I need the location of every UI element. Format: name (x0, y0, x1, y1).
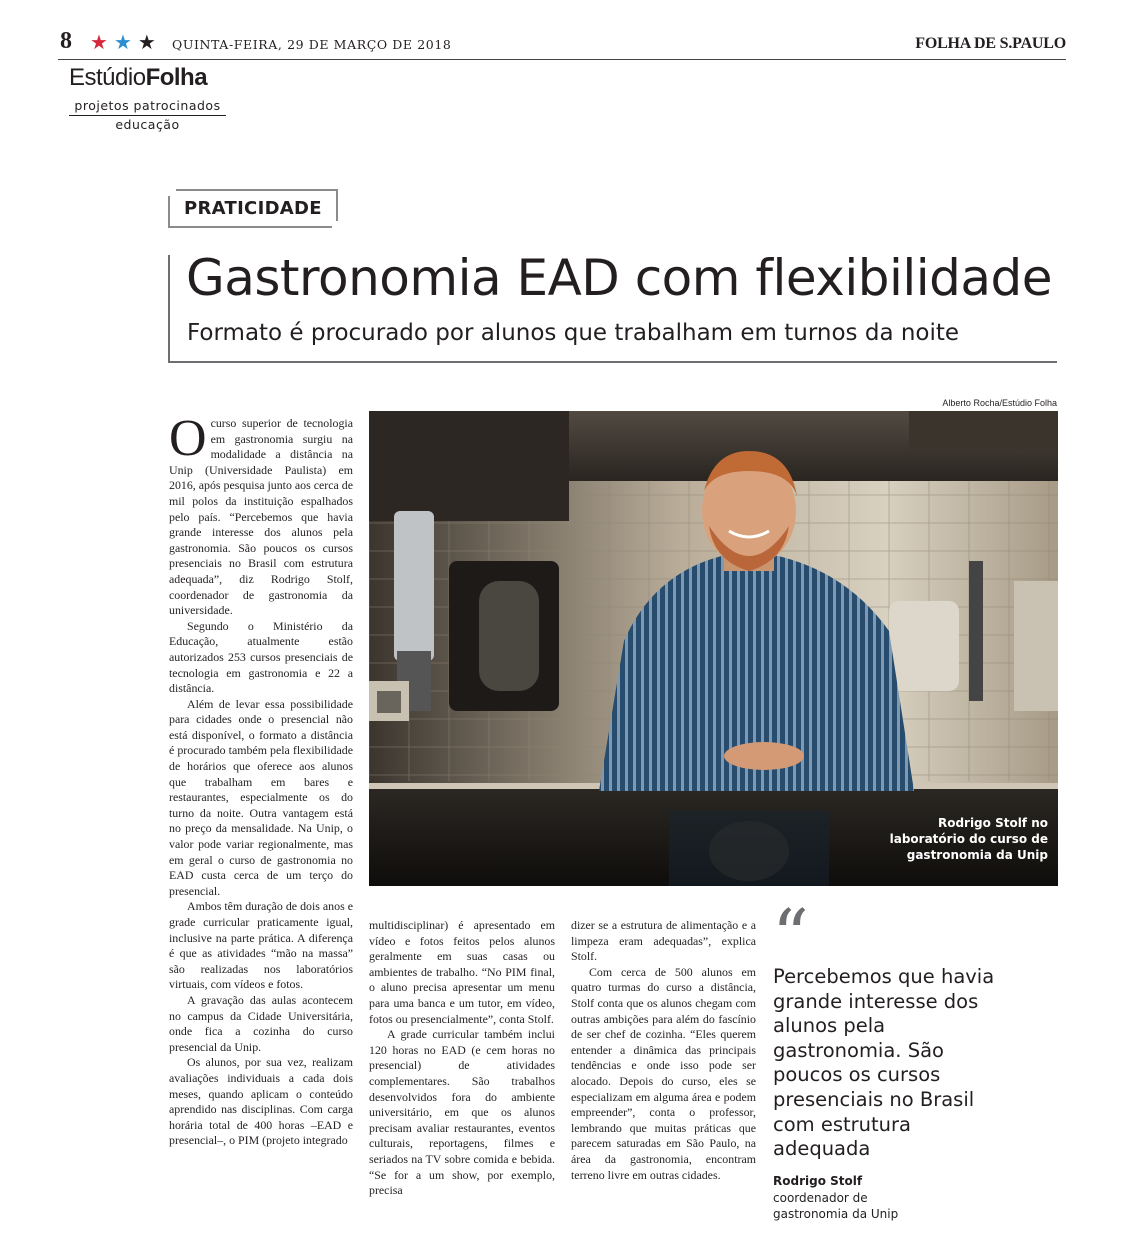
brand-name-light: Estúdio (69, 64, 146, 91)
brand-subtitle: projetos patrocinados (74, 98, 221, 113)
paragraph-text: curso superior de tecnologia em gastronomia surgiu na modalidade a distância na Unip (Universidade Paulista) em 2016, após pesquisa junto aos cerca de mil polos da instituição espalhados pelo país. “Percebemos que havia grande interesse dos alunos pela gastronomia. São poucos os cursos presenciais no Brasil com estrutura adequada”, diz Rodrigo Stolf, coordenador de gastronomia da universidade. (169, 416, 353, 618)
subheadline: Formato é procurado por alunos que trabalham em turnos da noite (187, 320, 960, 346)
header-rule (58, 59, 1066, 60)
paragraph (169, 410, 353, 619)
star-red-icon: ★ (90, 30, 114, 54)
brand-rule (69, 115, 226, 116)
paragraph: Os alunos, por sua vez, realizam avaliações individuais a cada dois meses, quando aplicam o conteúdo aprendido nas disciplinas. Com carga horária total de 400 horas –EAD e presencial–, o PIM (projeto integrado (169, 1055, 353, 1148)
star-black-icon: ★ (137, 30, 162, 54)
headline-rule-left (168, 255, 170, 363)
newspaper-masthead: FOLHA DE S.PAULO (915, 35, 1066, 52)
kicker-label: PRATICIDADE (184, 198, 322, 219)
paragraph: multidisciplinar) é apresentado em vídeo e fotos feitos pelos alunos geralmente em suas casas ou ambientes de trabalho. “No PIM final, o aluno precisa apresentar um menu para uma banca e um tutor, em vídeo, fotos ou presencialmente”, conta Stolf. (369, 918, 555, 1026)
photo-credit: Alberto Rocha/Estúdio Folha (942, 398, 1057, 408)
quote-mark-icon: “ (772, 894, 809, 978)
photo-caption: Rodrigo Stolf no laboratório do curso de gastronomia da Unip (889, 816, 1048, 862)
paragraph: Além de levar essa possibilidade para cidades onde o presencial não está disponível, o formato a distância é procurado também pela flexibilidade de horários que oferece aos alunos que trabalham em bares e restaurantes, especialmente os do turno da noite. Outra vantagem está no preço da mensalidade. Na Unip, o valor pode variar regionalmente, mas em geral o curso de gastronomia no EAD custa cerca de um terço do presencial. (169, 696, 353, 898)
brand-name-bold: Folha (145, 64, 208, 91)
paragraph: A grade curricular também inclui 120 horas no EAD (e cem horas no presencial) de atividades complementares. São trabalhos desenvolvidos fora do ambiente universitário, em que os alunos precisam avaliar restaurantes, eventos culturais, reportagens, filmes e seriados na TV sobre comida e bebida. “Se for a um show, por exemplo, precisa (369, 1027, 555, 1198)
article-column-1 (169, 410, 353, 1149)
headline-rule-bottom (168, 361, 1057, 363)
paragraph: A gravação das aulas acontecem no campus da Cidade Universitária, onde fica a cozinha do curso presencial da Unip. (169, 992, 353, 1054)
star-blue-icon: ★ (113, 30, 138, 54)
paragraph: dizer se a estrutura de alimentação e a limpeza eram adequadas”, explica Stolf. (571, 918, 756, 964)
drop-cap: O (169, 410, 207, 467)
article-column-3 (571, 918, 756, 1183)
paragraph: Ambos têm duração de dois anos e grade curricular praticamente igual, inclusive na parte prática. A diferença é que as atividades “mão na massa” são realizadas nos laboratórios virtuais, com vídeos e fotos. (169, 899, 353, 992)
pull-quote-text: Percebemos que havia grande interesse dos alunos pela gastronomia. São poucos os cursos presenciais no Brasil com estrutura adequada (773, 965, 995, 1161)
stars-decoration (90, 30, 162, 54)
pull-quote-name: Rodrigo Stolf (773, 1174, 863, 1188)
article-column-2 (369, 918, 555, 1199)
brand-logo (69, 64, 207, 92)
page-number: 8 (60, 28, 72, 54)
paragraph: Com cerca de 500 alunos em quatro turmas do curso a distância, Stolf conta que os alunos chegam com outras ambições para além do fascínio de ser chef de cozinha. “Eles querem entender a dinâmica das principais tendências e onde isso pode ser alocado. Depois do curso, eles se especializam em alguma área e podem empreender”, conta o professor, lembrando que muitas práticas que parecem saturadas em São Paulo, na área da gastronomia, encontram terreno livre em outras cidades. (571, 964, 756, 1182)
headline: Gastronomia EAD com flexibilidade (186, 249, 1053, 307)
issue-date: QUINTA-FEIRA, 29 DE MARÇO DE 2018 (172, 37, 452, 52)
paragraph: Segundo o Ministério da Educação, atualmente estão autorizados 253 cursos presenciais de tecnologia em gastronomia e 22 a distância. (169, 618, 353, 696)
brand-section: educação (115, 117, 180, 132)
pull-quote-role: coordenador de gastronomia da Unip (773, 1191, 899, 1221)
